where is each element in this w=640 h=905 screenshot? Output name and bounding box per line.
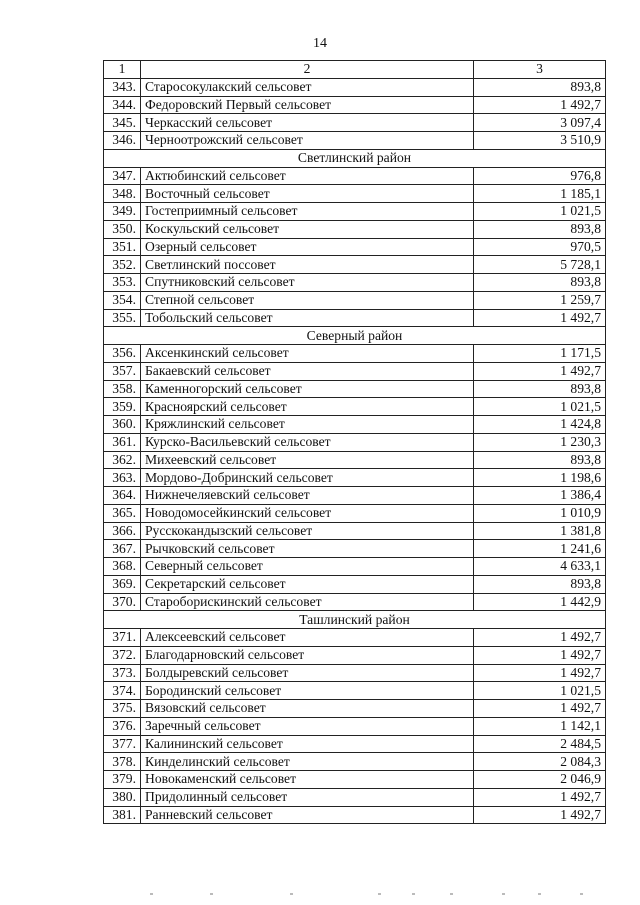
row-number: 349. [104,203,141,221]
row-name: Коскульский сельсовет [141,220,474,238]
row-name: Болдыревский сельсовет [141,664,474,682]
allocation-table [103,60,606,824]
table-row [104,433,606,451]
table-row [104,664,606,682]
row-name: Черкасский сельсовет [141,114,474,132]
row-number: 359. [104,398,141,416]
row-value: 1 492,7 [474,788,606,806]
row-name: Курско-Васильевский сельсовет [141,433,474,451]
row-name: Старосокулакский сельсовет [141,78,474,96]
row-number: 370. [104,593,141,611]
row-name: Северный сельсовет [141,558,474,576]
table-row [104,806,606,824]
row-name: Бакаевский сельсовет [141,362,474,380]
row-value: 1 492,7 [474,362,606,380]
row-value: 1 492,7 [474,806,606,824]
row-name: Староборискинский сельсовет [141,593,474,611]
row-number: 365. [104,504,141,522]
district-title: Северный район [104,327,606,345]
row-value: 1 021,5 [474,682,606,700]
table-row [104,78,606,96]
row-number: 354. [104,291,141,309]
table-row [104,96,606,114]
table-body [104,61,606,824]
row-number: 355. [104,309,141,327]
table-row [104,788,606,806]
row-value: 1 492,7 [474,309,606,327]
table-row [104,540,606,558]
table-row [104,416,606,434]
row-number: 375. [104,700,141,718]
row-number: 376. [104,717,141,735]
district-title: Ташлинский район [104,611,606,629]
row-value: 1 021,5 [474,203,606,221]
row-number: 369. [104,575,141,593]
row-name: Бородинский сельсовет [141,682,474,700]
row-value: 1 492,7 [474,629,606,647]
table-row [104,167,606,185]
district-title: Светлинский район [104,149,606,167]
table-row [104,256,606,274]
row-number: 378. [104,753,141,771]
row-name: Каменногорский сельсовет [141,380,474,398]
row-number: 380. [104,788,141,806]
row-value: 3 510,9 [474,132,606,150]
table-row [104,522,606,540]
row-number: 358. [104,380,141,398]
row-value: 970,5 [474,238,606,256]
scan-artifacts [150,893,600,901]
district-section-row [104,149,606,167]
row-number: 367. [104,540,141,558]
district-section-row [104,327,606,345]
row-name: Федоровский Первый сельсовет [141,96,474,114]
table-row [104,114,606,132]
row-number: 346. [104,132,141,150]
row-value: 1 386,4 [474,487,606,505]
row-name: Ранневский сельсовет [141,806,474,824]
row-name: Спутниковский сельсовет [141,274,474,292]
row-value: 893,8 [474,78,606,96]
row-value: 1 381,8 [474,522,606,540]
row-value: 1 142,1 [474,717,606,735]
row-value: 5 728,1 [474,256,606,274]
column-header-value: 3 [474,61,606,79]
table-row [104,380,606,398]
row-name: Светлинский поссовет [141,256,474,274]
row-value: 2 484,5 [474,735,606,753]
column-header-name: 2 [141,61,474,79]
row-name: Нижнечеляевский сельсовет [141,487,474,505]
column-header-number: 1 [104,61,141,79]
row-number: 381. [104,806,141,824]
table-row [104,629,606,647]
row-name: Красноярский сельсовет [141,398,474,416]
row-name: Гостеприимный сельсовет [141,203,474,221]
row-value: 2 046,9 [474,771,606,789]
row-name: Придолинный сельсовет [141,788,474,806]
row-value: 1 171,5 [474,345,606,363]
row-name: Михеевский сельсовет [141,451,474,469]
district-section-row [104,611,606,629]
row-value: 976,8 [474,167,606,185]
row-number: 362. [104,451,141,469]
row-value: 893,8 [474,220,606,238]
table-row [104,291,606,309]
table-row [104,309,606,327]
row-name: Степной сельсовет [141,291,474,309]
row-name: Заречный сельсовет [141,717,474,735]
row-value: 1 230,3 [474,433,606,451]
row-number: 351. [104,238,141,256]
row-value: 1 492,7 [474,664,606,682]
row-value: 1 259,7 [474,291,606,309]
row-name: Вязовский сельсовет [141,700,474,718]
table-row [104,132,606,150]
row-value: 893,8 [474,274,606,292]
row-name: Новодомосейкинский сельсовет [141,504,474,522]
row-value: 3 097,4 [474,114,606,132]
row-value: 1 424,8 [474,416,606,434]
table-row [104,203,606,221]
row-value: 1 492,7 [474,96,606,114]
table-row [104,398,606,416]
row-name: Актюбинский сельсовет [141,167,474,185]
row-number: 357. [104,362,141,380]
row-value: 893,8 [474,380,606,398]
row-number: 360. [104,416,141,434]
row-number: 356. [104,345,141,363]
row-number: 373. [104,664,141,682]
row-number: 350. [104,220,141,238]
table-row [104,558,606,576]
row-name: Аксенкинский сельсовет [141,345,474,363]
row-name: Кинделинский сельсовет [141,753,474,771]
row-number: 345. [104,114,141,132]
table-row [104,593,606,611]
row-value: 1 010,9 [474,504,606,522]
row-number: 348. [104,185,141,203]
row-value: 4 633,1 [474,558,606,576]
row-name: Секретарский сельсовет [141,575,474,593]
table-row [104,646,606,664]
row-number: 347. [104,167,141,185]
row-name: Черноотрожский сельсовет [141,132,474,150]
table-row [104,238,606,256]
table-row [104,220,606,238]
row-value: 1 185,1 [474,185,606,203]
row-number: 353. [104,274,141,292]
table-row [104,771,606,789]
row-number: 344. [104,96,141,114]
table-row [104,362,606,380]
table-row [104,504,606,522]
row-name: Благодарновский сельсовет [141,646,474,664]
row-number: 366. [104,522,141,540]
row-name: Озерный сельсовет [141,238,474,256]
table-row [104,575,606,593]
row-number: 377. [104,735,141,753]
table-row [104,451,606,469]
row-name: Калининский сельсовет [141,735,474,753]
table-header-row [104,61,606,79]
row-name: Восточный сельсовет [141,185,474,203]
row-number: 379. [104,771,141,789]
row-number: 372. [104,646,141,664]
row-number: 364. [104,487,141,505]
row-number: 343. [104,78,141,96]
page-number: 14 [313,36,327,51]
row-name: Тобольский сельсовет [141,309,474,327]
row-number: 361. [104,433,141,451]
table-row [104,185,606,203]
row-number: 352. [104,256,141,274]
row-name: Русскокандызский сельсовет [141,522,474,540]
table-row [104,274,606,292]
row-value: 1 198,6 [474,469,606,487]
row-number: 368. [104,558,141,576]
row-value: 1 442,9 [474,593,606,611]
row-value: 2 084,3 [474,753,606,771]
row-value: 1 492,7 [474,646,606,664]
row-number: 374. [104,682,141,700]
row-value: 893,8 [474,451,606,469]
row-value: 1 241,6 [474,540,606,558]
row-number: 371. [104,629,141,647]
row-name: Мордово-Добринский сельсовет [141,469,474,487]
row-value: 1 492,7 [474,700,606,718]
table-row [104,735,606,753]
row-value: 893,8 [474,575,606,593]
row-number: 363. [104,469,141,487]
row-name: Кряжлинский сельсовет [141,416,474,434]
row-name: Новокаменский сельсовет [141,771,474,789]
table-row [104,717,606,735]
row-value: 1 021,5 [474,398,606,416]
table-row [104,345,606,363]
table-row [104,682,606,700]
table-row [104,469,606,487]
table-row [104,700,606,718]
table-row [104,753,606,771]
row-name: Алексеевский сельсовет [141,629,474,647]
row-name: Рычковский сельсовет [141,540,474,558]
table-row [104,487,606,505]
